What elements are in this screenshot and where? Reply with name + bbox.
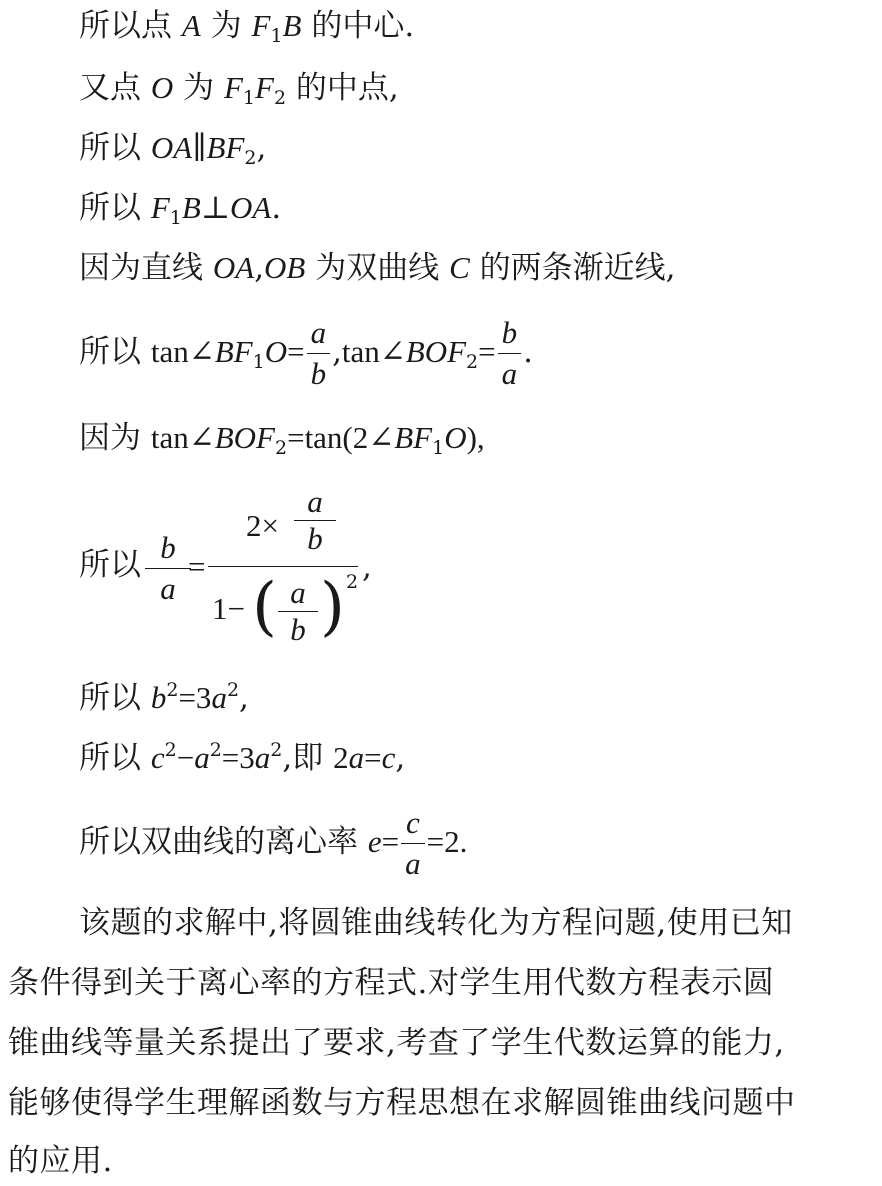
text: 所以 — [79, 130, 141, 166]
paragraph-line-3: 锥曲线等量关系提出了要求,考查了学生代数运算的能力, — [8, 1025, 785, 1061]
numerator: a — [278, 575, 318, 612]
line-4 — [79, 188, 281, 228]
fraction-b-over-a — [143, 528, 193, 609]
text: 又点 — [79, 70, 141, 106]
math-func: tan( — [304, 420, 353, 455]
numerator: a — [294, 484, 336, 521]
text: . — [523, 334, 533, 370]
text: 的中心. — [311, 8, 415, 44]
text: 所以双曲线的离心率 — [79, 824, 358, 860]
text: 所以 — [79, 190, 141, 226]
text: 所以 — [79, 740, 141, 776]
superscript: 2 — [166, 679, 179, 701]
subscript: 2 — [244, 147, 257, 169]
denominator: b — [290, 612, 306, 647]
text: , — [332, 334, 342, 370]
line-11 — [79, 803, 467, 884]
compound-numerator — [208, 484, 358, 567]
math-var: BF — [206, 130, 245, 165]
fraction — [401, 803, 425, 884]
superscript: 2 — [346, 571, 359, 593]
minus: − — [176, 740, 195, 775]
superscript: 2 — [270, 739, 283, 761]
paragraph-line-2: 条件得到关于离心率的方程式.对学生用代数方程表示圆 — [8, 965, 775, 1001]
line-7 — [79, 418, 485, 458]
math-var: a — [211, 680, 227, 715]
text: 的两条渐近线, — [479, 250, 676, 286]
text: ), — [466, 420, 485, 455]
subscript: 1 — [270, 25, 283, 47]
math-var: b — [150, 680, 167, 715]
subscript: 1 — [432, 437, 445, 459]
text: 为双曲线 — [315, 250, 440, 286]
fraction — [145, 528, 191, 609]
math-var: B — [181, 190, 201, 225]
math-var: BOF — [405, 334, 467, 369]
compound-denominator — [208, 567, 358, 651]
subscript: 2 — [274, 437, 288, 459]
math-func: tan∠ — [150, 334, 215, 369]
line-6 — [79, 313, 533, 394]
equals: = — [287, 334, 305, 369]
denominator: a — [405, 846, 421, 881]
denominator: b — [310, 356, 327, 391]
right-paren: ) — [320, 570, 345, 644]
text: 所以 — [79, 334, 141, 370]
superscript: 2 — [226, 679, 240, 701]
math-var: OA — [229, 190, 272, 225]
equals: = — [381, 824, 400, 859]
math-var: a — [194, 740, 210, 775]
math-text: =2. — [426, 824, 468, 859]
line-5 — [79, 248, 676, 288]
text: , — [254, 250, 265, 286]
math-var: BF — [214, 334, 253, 369]
math-var: e — [367, 824, 382, 859]
denominator: a — [501, 356, 518, 391]
text: 的中点, — [295, 70, 399, 106]
equals: = — [364, 740, 382, 775]
numerator: b — [145, 528, 191, 569]
math-num: 2∠ — [352, 420, 395, 455]
line-10 — [79, 738, 405, 778]
math-var: F — [255, 70, 274, 105]
superscript: 2 — [209, 739, 222, 761]
math-num: 2 — [333, 740, 349, 775]
text: , — [256, 130, 267, 166]
subscript: 1 — [252, 351, 265, 373]
fraction — [278, 575, 318, 648]
line-2 — [79, 68, 399, 108]
text: 因为直线 — [79, 250, 203, 286]
math-var: OB — [264, 250, 306, 285]
math-var: OA — [150, 130, 193, 165]
math-var: B — [282, 8, 302, 43]
text: 所以点 — [79, 8, 172, 44]
text: 为 — [210, 8, 242, 44]
denominator: a — [160, 571, 176, 606]
math-func: tan∠ — [150, 420, 215, 455]
numerator: a — [307, 313, 331, 354]
math-var: a — [254, 740, 271, 775]
parallel-symbol: ∥ — [192, 130, 207, 165]
math-text: =3 — [178, 680, 212, 715]
equals: = — [287, 420, 305, 455]
math-var: F — [223, 70, 243, 105]
math-var: F — [150, 190, 170, 225]
math-var: a — [348, 740, 365, 775]
fraction — [294, 484, 336, 557]
paragraph-line-5: 的应用. — [8, 1143, 113, 1179]
paragraph-line-1: 该题的求解中,将圆锥曲线转化为方程问题,使用已知 — [79, 905, 793, 941]
compound-fraction — [208, 484, 359, 651]
line-1 — [79, 6, 414, 46]
math-func: tan∠ — [341, 334, 406, 369]
line-9 — [79, 678, 249, 718]
math-text: 2× — [246, 508, 279, 543]
subscript: 1 — [169, 207, 182, 229]
text: , — [395, 740, 406, 776]
math-var: O — [150, 70, 174, 105]
fraction — [498, 313, 522, 394]
denominator: b — [307, 521, 323, 556]
numerator: b — [498, 313, 522, 354]
text: 因为 — [79, 420, 141, 456]
text: , — [282, 740, 293, 776]
text: 为 — [183, 70, 215, 106]
math-text: =3 — [221, 740, 255, 775]
superscript: 2 — [164, 739, 177, 761]
line-8-label — [79, 545, 141, 585]
equals: = — [188, 549, 206, 584]
paragraph-line-4: 能够使得学生理解函数与方程思想在求解圆锥曲线问题中 — [8, 1085, 796, 1121]
subscript: 2 — [466, 351, 479, 373]
text: . — [271, 190, 282, 226]
math-var: C — [449, 250, 470, 285]
fraction — [307, 313, 331, 394]
math-var: O — [264, 334, 288, 369]
math-var: BF — [394, 420, 433, 455]
math-var: OA — [212, 250, 255, 285]
subscript: 2 — [273, 87, 287, 109]
left-paren: ( — [252, 570, 277, 644]
math-var: O — [444, 420, 467, 455]
perp-symbol: ⊥ — [200, 190, 230, 225]
equals: = — [478, 334, 496, 369]
text: 即 — [292, 740, 324, 776]
subscript: 1 — [242, 87, 255, 109]
text: , — [362, 549, 372, 585]
math-var: c — [381, 740, 396, 775]
line-3 — [79, 128, 266, 168]
math-text: 1− — [212, 591, 245, 626]
math-var: A — [181, 8, 201, 43]
math-var: F — [251, 8, 271, 43]
text: 所以 — [79, 680, 141, 716]
numerator: c — [401, 803, 425, 844]
text: , — [239, 680, 249, 716]
math-var: c — [150, 740, 165, 775]
text: 所以 — [79, 547, 141, 583]
math-var: BOF — [214, 420, 275, 455]
